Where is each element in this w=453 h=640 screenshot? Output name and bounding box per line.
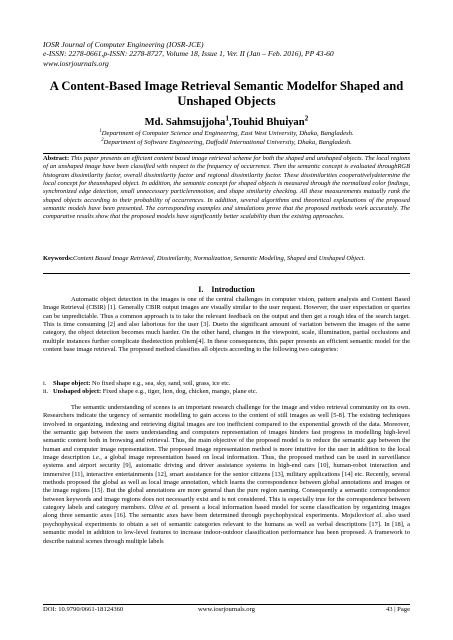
journal-issn-volume: e-ISSN: 2278-0661,p-ISSN: 2278-8727, Volume 18, Issue 1, Ver. II (Jan – Feb. 2016), PP 43-60 [43,49,334,59]
journal-header [43,40,334,68]
list-item-number: i. [43,380,47,387]
intro-paragraph-2-etal-2: et al. [369,512,383,520]
journal-website: www.iosrjournals.org [43,58,109,68]
affiliation-1-text: Department of Computer Science and Engineering, East West University, Dhaka, Bangladesh. [101,130,354,137]
footer-page-number: 43 | Page [385,606,410,613]
list-item-text: Fixed shape e.g., tiger, lion, dog, chicken, mango, plane etc. [101,388,258,396]
author-1-affiliation-mark: 1 [225,113,230,123]
keywords-label: Keywords: [43,255,74,262]
intro-paragraph-2-etal-1: Oliva et al. [148,504,179,512]
author-separator: , [229,117,232,128]
section-heading [43,285,410,295]
section-title: Introduction [211,285,255,294]
affiliation-2-mark: 2 [101,137,104,143]
abstract-label: Abstract: [43,155,70,162]
author-2-affiliation-mark: 2 [304,113,309,123]
affiliation-2-text: Department of Software Engineering, Daffodil International University, Dhaka, Bangladesh. [103,139,352,146]
section-number: I. [198,285,204,294]
list-item-label: Unshaped object: [53,388,102,396]
affiliation-1 [43,130,410,138]
intro-paragraph-2-part-4: also used psychophysical experiments to obtain a set of semantic categories relevant to the humans as well as verbal descriptions [17]. In [18], a semantic model in addition to low-level features to increase indoor-outdoor classification performance has been proposed. A framework to describe natural scenes through multiple labels [43,512,410,545]
footer-website: www.iosrjournals.org [198,606,255,613]
intro-paragraph-1-text: Automatic object detection in the images is one of the central challenges in computer vision, pattern analysis and Content Based Image Retrieval (CBIR) [1]. Generally CBIR output images are visually similar to the user request. However, the user expectation or queries can be unpredictable. Thus a common approach is to take the relevant feedback on the output and then get a rough idea of the search target. This is time consuming [2] and also laborious for the user [3]. Dueto the significant amount of variation between the images of the same category, the object detection becomes much harder. On the other hand, changes in the viewpoint, scale, illumination, partial occlusions and multiple instances further complicate thedetection problem[4]. In these consequences, this paper presents an efficient semantic model for the content base image retrieval. The proposed method classifies all objects according to the following two categories: [43,296,410,354]
affiliation-2 [43,139,410,147]
list-item [43,380,410,388]
abstract-bottom-rule [43,273,410,274]
object-category-list [43,380,410,397]
list-item-text: No fixed shape e.g., sea, sky, sand, soil, grass, ice etc. [90,380,231,387]
affiliation-1-mark: 1 [99,128,102,134]
footer-doi: DOI: 10.9790/0661-18124360 [43,606,124,613]
keywords [43,255,410,263]
intro-paragraph-1 [43,296,410,354]
author-1: Md. Sahmsujjoha [144,117,226,128]
intro-paragraph-2-part-1: The semantic understanding of scenes is an important research challenge for the image and video retrieval community on its own. Researchers indicate the urgency of semantic modelling to gain access to the content of still images as well [5-8]. The existing techniques involved in organizing, indexing and retrieving digital images are too inefficient compared to the exponential growth of the data. Moreover, the semantic gap between the users understanding and computers representation of images hinders fast progress in modelling high-level semantic content both in browsing and retrieval. Thus, the main objective of the proposed model is to reduce the semantic gap between the human and computer image representation. The proposed image representation method is more intuitive for the user in addition to the local image description [43,404,410,462]
author-line [43,113,410,129]
abstract [43,155,410,222]
intro-paragraph-2-part-3: present a local information based model for scene classification by organizing images along three semantic axes [16]. The semantic axes have been determined through psychophysical experiments. Mojsilovic [43,504,410,520]
list-item [43,388,410,396]
intro-paragraph-2 [43,404,410,546]
footer-rule [43,604,410,605]
abstract-top-rule [43,153,410,154]
intro-paragraph-2-ie: i.e., [92,454,102,462]
keywords-text: Content Based Image Retrieval, Dissimilarity, Normalization, Semantic Modeling, Shaped and Unshaped Object. [73,255,366,262]
list-item-number: ii. [43,388,49,396]
author-2: Touhid Bhuiyan [231,117,305,128]
paper-title: A Content-Based Image Retrieval Semantic Modelfor Shaped and Unshaped Objects [49,79,404,108]
journal-name: IOSR Journal of Computer Engineering (IOSR-JCE) [43,40,204,49]
intro-paragraph-2-part-2: a global image representation based on local information. Thus, the proposed method can be used in surveillance systems and airport security [9], automatic driving and driver assistance systems in high-end cars [10], human-robot interaction and immersive [11], interactive entertainments [12], smart assistance for the senior citizens [13], military applications [14] etc. Recently, several methods proposed the global as well as local image annotation, which learns the correspondence between global annotations and images or the image regions [15]. But the global annotations are more general than the pure region naming. Consequently a semantic correspondence between keywords and image regions does not necessarily exist and is not considered. This is especially true for the correspondence between category labels and category members. [43,454,410,512]
abstract-text: This paper presents an efficient content based image retrieval scheme for both the shaped and unshaped objects. The local regions of an unshaped image have been classified with respect to the frequency of occurrence. Then the semantic concept is evaluated throughRGB histogram dissimilarity factor, overall dissimilarity factor and regional dissimilarity factor. These dissimilarities cooperativelydetermine the local concept for theunshaped object. In addition, the semantic concept for shaped objects is measured through the normalized color findings, synchronized edge detection, small unnecessary particleremotion, and shape similarity checking. All these measurements mutually rank the shaped objects according to their probability of occurrences. In addition, several algorithms and theoretical explanations of the proposed semantic models have been presented. The corresponding examples and simulations prove that the proposed methods work accurately. The comparative results show that the proposed models have significantly better scalability than the existing approaches. [43,155,410,221]
list-item-label: Shape object: [53,380,91,387]
